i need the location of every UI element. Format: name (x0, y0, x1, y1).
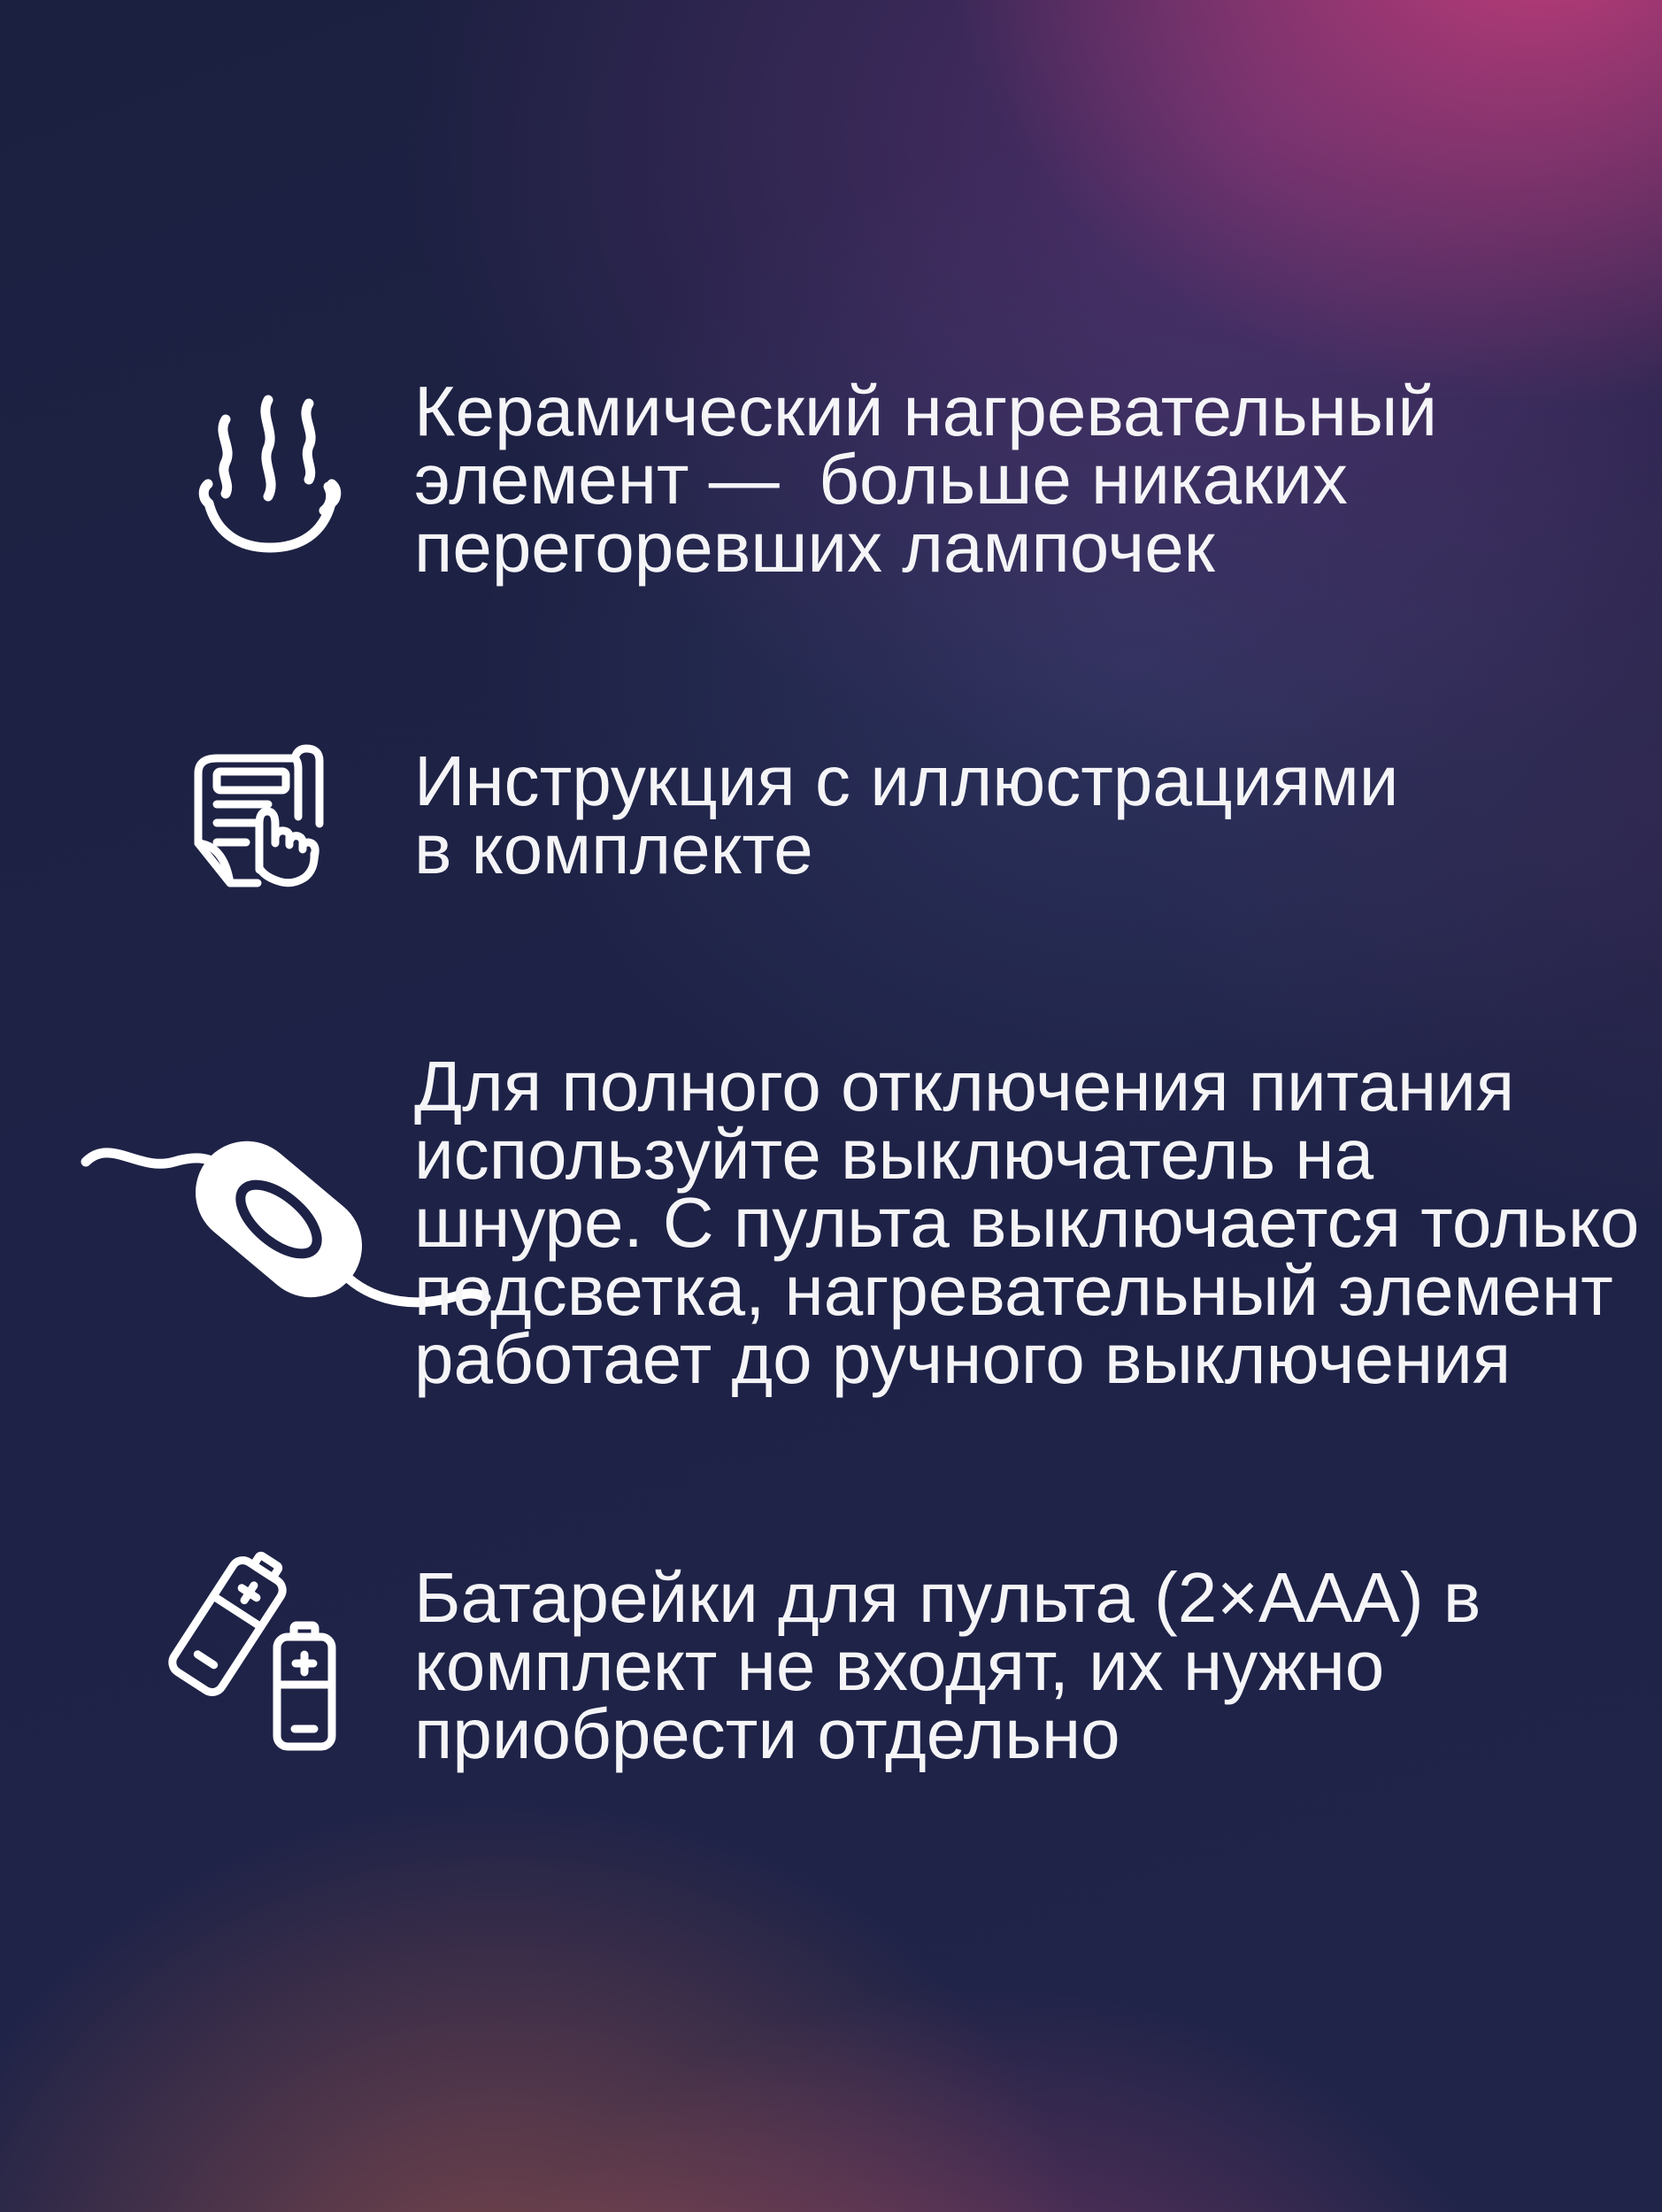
batteries-icon (173, 1557, 350, 1770)
text-line: комплект не входят, их нужно (414, 1626, 1385, 1705)
feature-text-heating (414, 372, 1438, 587)
text-line: шнуре. С пульта выключается только (414, 1183, 1640, 1262)
text-line: Батарейки для пульта (2×AAA) в (414, 1558, 1481, 1637)
text-line: подсветка, нагревательный элемент (414, 1251, 1613, 1330)
feature-text-cord-switch (414, 1047, 1640, 1398)
text-line: Для полного отключения питания (414, 1047, 1515, 1125)
feature-text-batteries (414, 1558, 1481, 1773)
text-line: в комплекте (414, 810, 813, 888)
instruction-scroll-icon (190, 746, 332, 892)
feature-text-instructions (414, 741, 1399, 888)
heat-waves-icon (199, 389, 341, 553)
text-line: перегоревших лампочек (414, 508, 1215, 587)
text-line: Инструкция с иллюстрациями (414, 741, 1399, 820)
text-line: приобрести отдельно (414, 1694, 1120, 1773)
text-line: работает до ручного выключения (414, 1319, 1512, 1398)
text-line: элемент — больше никаких (414, 440, 1348, 518)
text-line: Керамический нагревательный (414, 372, 1438, 450)
text-line: используйте выключатель на (414, 1115, 1374, 1194)
